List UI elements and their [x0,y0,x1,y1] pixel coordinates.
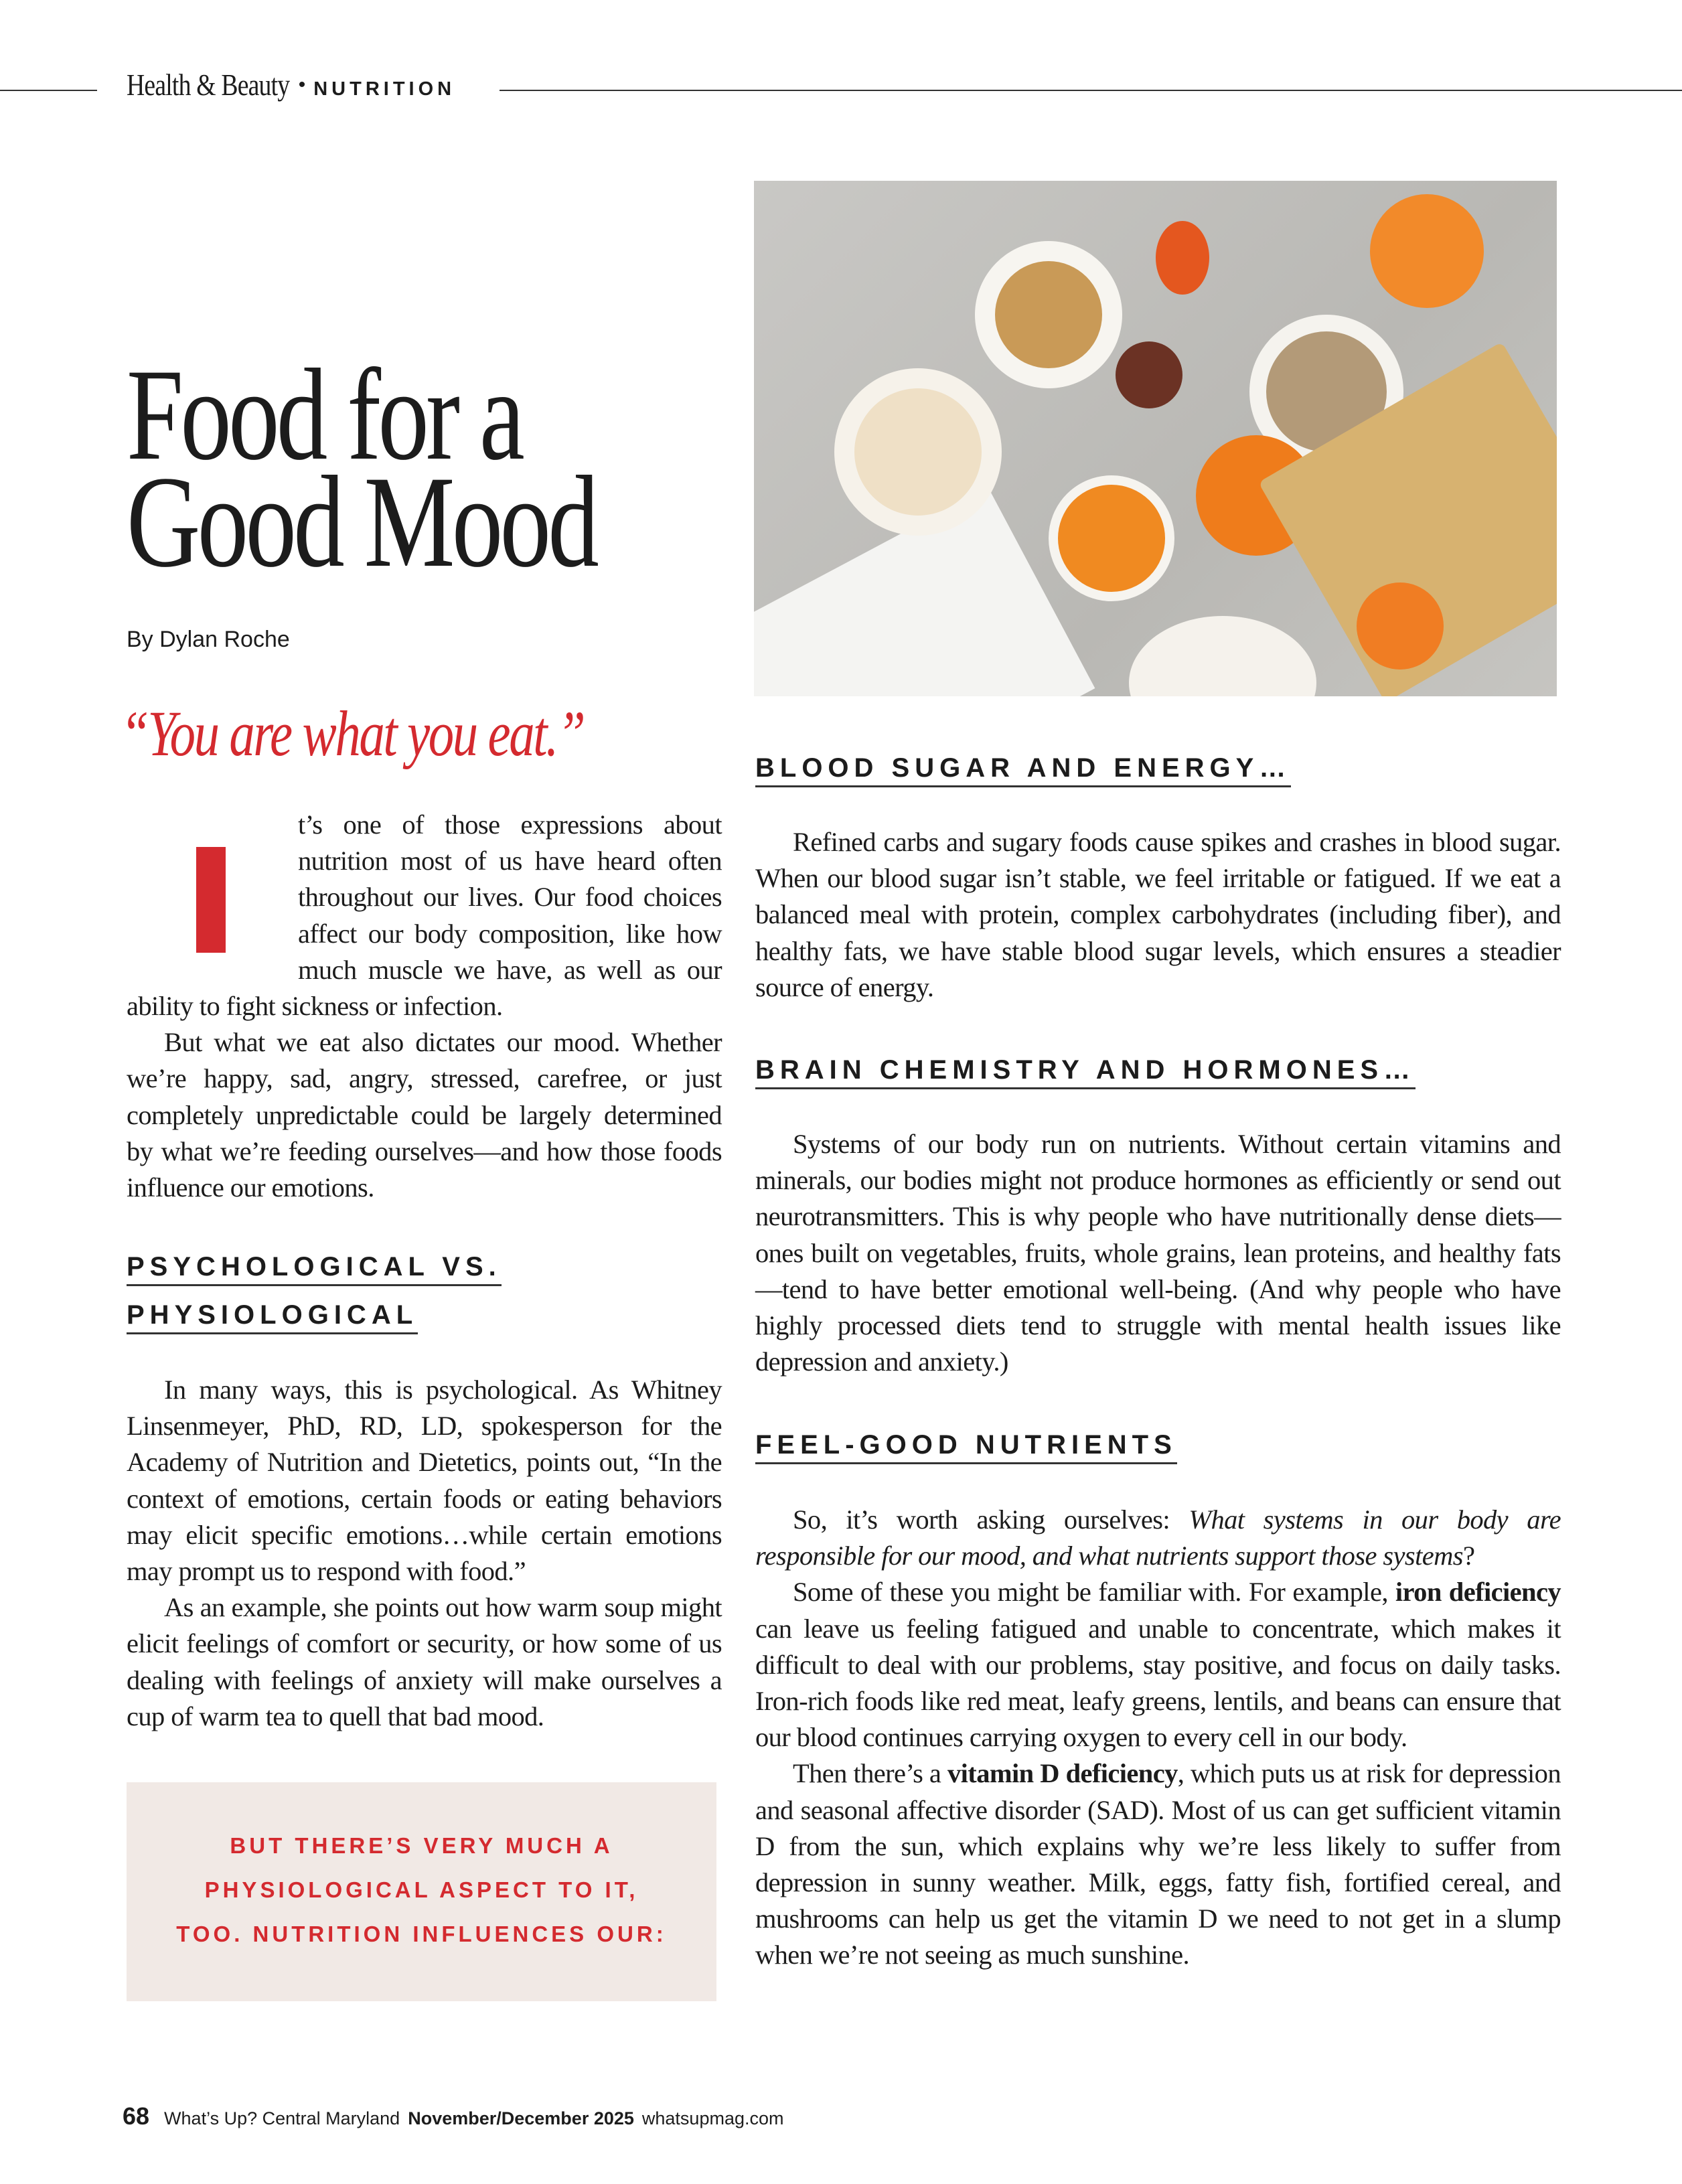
paragraph [755,1756,1561,1973]
publication-name: What’s Up? Central Maryland [164,2108,400,2128]
issue-date: November/December 2025 [408,2108,634,2128]
italic-text: What systems in our body are responsible for our mood, and what nutrients support those systems [755,1504,1561,1571]
heading-psychological-vs-physiological [127,1243,502,1339]
text: Then there’s a [793,1758,947,1789]
paragraph: In many ways, this is psychological. As Whitney Linsenmeyer, PhD, RD, LD, spokesperson for the Academy of Nutrition and Dietetics, points out, “In the context of emotions, certain foods or eating behaviors may elicit specific emotions…while certain emotions may prompt us to respond with food.” [127,1375,722,1587]
subsection-name: NUTRITION [313,78,456,100]
orange-slice [1156,221,1209,295]
pull-quote: “You are what you eat.” [121,698,585,769]
granola [995,261,1102,368]
bold-term: iron deficiency [1395,1577,1561,1608]
tea-cup [1049,475,1174,601]
section1-text [127,1372,722,1735]
intro-text [127,807,722,1206]
orange-half [1357,582,1444,670]
heading-brain-chemistry [755,1046,1416,1094]
text: ? [1462,1541,1475,1571]
intro-paragraph: But what we eat also dictates our mood. Whether we’re happy, sad, angry, stressed, carefree, or just completely unpredictable could be largely determined by what we’re feeding ourselves—and how those foods influence our emotions. [127,1027,722,1203]
article-title [127,342,597,595]
website: whatsupmag.com [641,2108,784,2128]
paragraph: Systems of our body run on nutrients. Without certain vitamins and minerals, our bodies might not produce hormones as efficiently or send out neurotransmitters. This is why people who have nutritionally dense diets—ones built on vegetables, fruits, whole grains, lean proteins, and healthy fats—tend to have better emotional well-being. (And why people who have highly processed diets tend to struggle with mental health issues like depression and anxiety.) [755,1129,1561,1377]
heading-text: BLOOD SUGAR AND ENERGY… [755,753,1291,787]
callout-line: BUT THERE’S VERY MUCH A [230,1833,613,1858]
heading-text: BRAIN CHEMISTRY AND HORMONES… [755,1055,1416,1089]
separator: • [298,74,306,96]
heading-line: PHYSIOLOGICAL [127,1300,418,1334]
berry-plate [1129,616,1316,696]
heading-blood-sugar [755,744,1291,792]
section2-text [755,824,1561,1006]
heading-text: FEEL-GOOD NUTRIENTS [755,1430,1177,1464]
callout-line: PHYSIOLOGICAL ASPECT TO IT, [204,1877,639,1902]
title-line-1: Food for a [127,342,522,487]
heading-line: PSYCHOLOGICAL VS. [127,1252,502,1286]
flax-seeds [1116,341,1182,408]
intro-paragraph: t’s one of those expressions about nutrition most of us have heard often throughout our lives. Our food choices affect our body composition, like how much muscle we have, as well as our ability to fight sickness or infection. [127,809,722,1022]
header-rule-left [0,90,97,91]
yogurt [854,388,982,516]
page-footer [123,2102,784,2130]
text: So, it’s worth asking ourselves: [793,1504,1189,1535]
callout-box [127,1782,716,2001]
paragraph [755,1574,1561,1756]
page-number: 68 [123,2102,150,2130]
header-rule-right [500,90,1682,91]
title-line-2: Good Mood [127,449,597,595]
paragraph: Refined carbs and sugary foods cause spikes and crashes in blood sugar. When our blood sugar isn’t stable, we feel irritable or fatigued. If we eat a balanced meal with protein, complex carbohydrates (including fiber), and healthy fats, we have stable blood sugar levels, which ensures a steadier source of energy. [755,827,1561,1002]
section-kicker [127,67,455,102]
bold-term: vitamin D deficiency [947,1758,1178,1789]
paragraph [755,1502,1561,1574]
text: , which puts us at risk for depression and seasonal affective disorder (SAD). Most of us can get sufficient vitamin D from the sun, which explains why we’re less likely to suffer from depression in sunny weather. Milk, eggs, fatty fish, fortified cereal, and mushrooms can help us get the vitamin D we need to not get in a slump when we’re not seeing as much sunshine. [755,1758,1561,1970]
callout-line: TOO. NUTRITION INFLUENCES OUR: [176,1922,667,1946]
breakfast-food-photo [754,181,1557,696]
juice-glass-top [1370,194,1484,308]
section-name: Health & Beauty [127,68,290,102]
heading-feel-good-nutrients [755,1421,1177,1469]
text: can leave us feeling fatigued and unable to concentrate, which makes it difficult to deal with our problems, stay positive, and focus on daily tasks. Iron-rich foods like red meat, leafy greens, lentils, and beans can ensure that our blood continues carrying oxygen to every cell in our body. [755,1613,1561,1753]
paragraph: As an example, she points out how warm soup might elicit feelings of comfort or security, or how some of us dealing with feelings of anxiety will make ourselves a cup of warm tea to quell that bad mood. [127,1592,722,1731]
section4-text [755,1502,1561,1974]
text: Some of these you might be familiar with. For example, [793,1577,1395,1608]
byline: By Dylan Roche [127,627,290,652]
section3-text [755,1126,1561,1380]
